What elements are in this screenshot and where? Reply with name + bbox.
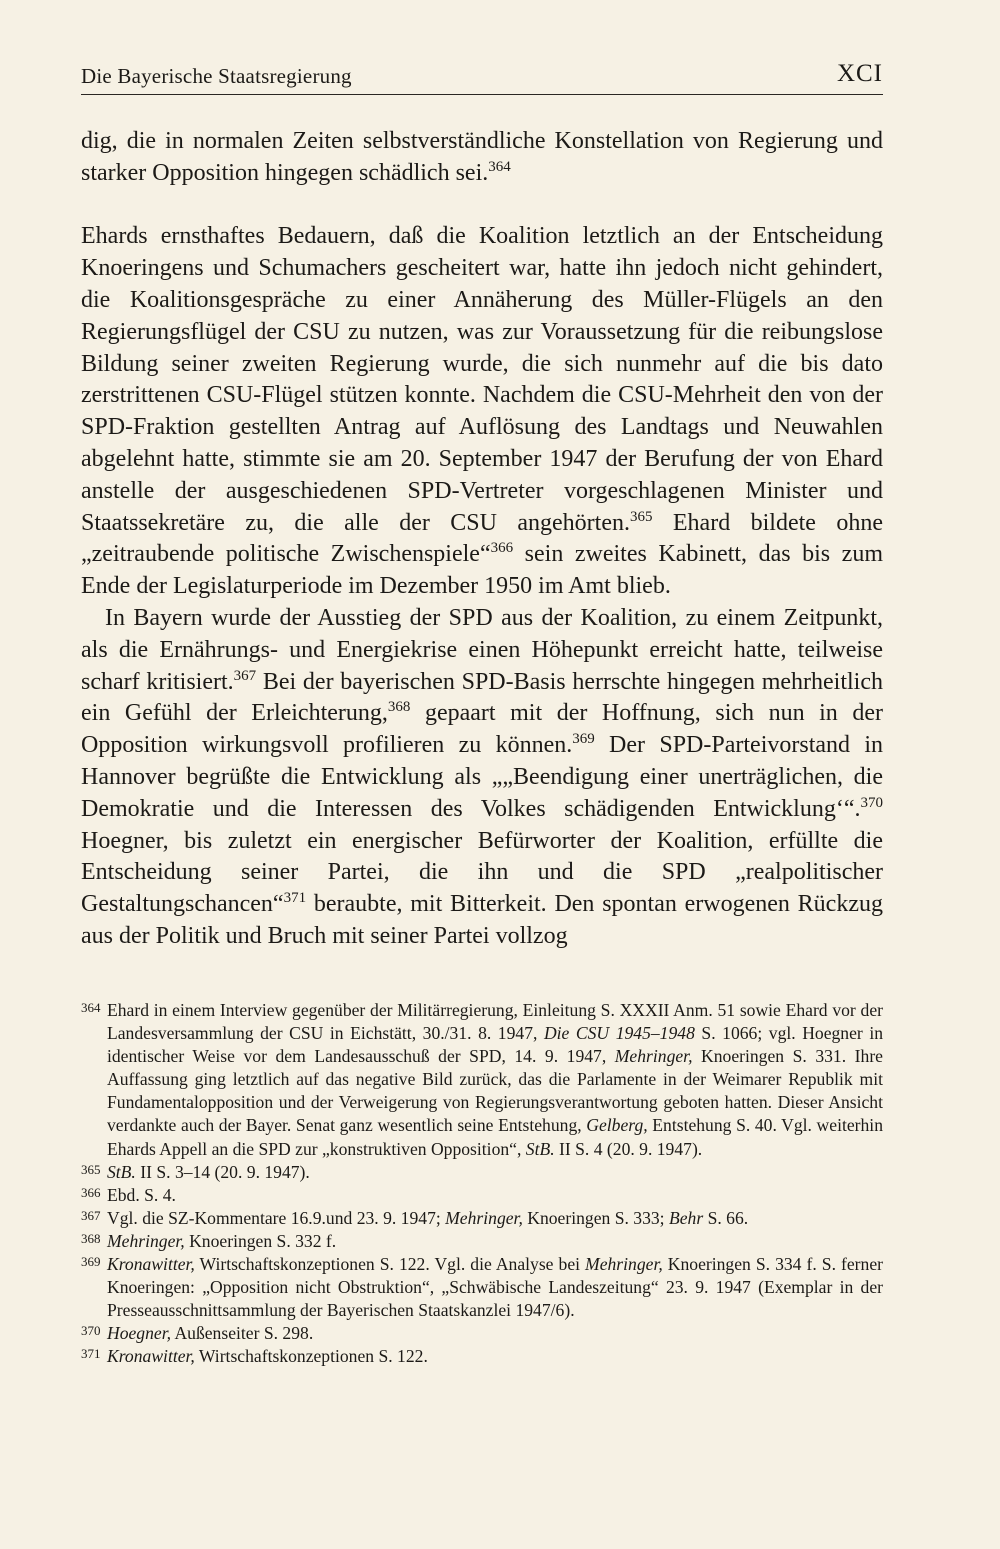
paragraph-3: [81, 603, 883, 953]
footnote-text: Wirtschaftskonzeptionen S. 122. Vgl. die Analyse bei: [194, 1254, 586, 1275]
footnote-number: 365: [81, 1161, 101, 1177]
footnote-text: S. 66.: [703, 1207, 749, 1228]
paragraph-text: Der SPD-Parteivorstand in Hannover begrüßte die Entwicklung als „„Beendigung einer unerträglichen, die Demokratie und die Interessen des Volkes schädigenden Entwicklung‘“.: [81, 732, 884, 822]
footnote-italic: Hoegner,: [107, 1323, 172, 1344]
paragraph-1: [81, 126, 883, 190]
footnote-369: [81, 1253, 883, 1322]
footnote-text: Entstehung S. 40. Vgl. weiterhin Ehards Appell an die SPD zur „konstruktiven Opposition“,: [107, 1115, 883, 1159]
footnote-ref: 367: [233, 667, 257, 684]
footnote-ref: 371: [283, 890, 307, 907]
paragraph-text: Bei der bayerischen SPD-Basis herrschte hingegen mehrheitlich ein Gefühl der Erleichterung,: [81, 668, 883, 727]
footnote-number: 371: [81, 1346, 101, 1362]
footnote-364: [81, 999, 883, 1161]
footnote-366: [81, 1184, 883, 1207]
footnote-italic: Mehringer,: [445, 1207, 523, 1228]
footnote-ref: 369: [572, 731, 595, 748]
footnote-number: 366: [81, 1184, 101, 1200]
page-header: [81, 58, 883, 95]
paragraph-text: sein zweites Kabinett, das bis zum Ende der Legislaturperiode im Dezember 1950 im Amt blieb.: [81, 541, 883, 600]
footnote-italic: Kronawitter,: [107, 1254, 195, 1275]
paragraph-2: [81, 221, 883, 603]
footnote-367: [81, 1207, 883, 1230]
footnote-italic: StB.: [525, 1138, 555, 1159]
footnote-ref: 368: [387, 699, 411, 716]
footnote-368: [81, 1230, 883, 1253]
footnote-text: Außenseiter S. 298.: [171, 1323, 314, 1344]
footnote-number: 368: [81, 1230, 101, 1246]
footnote-text: II S. 4 (20. 9. 1947).: [554, 1138, 703, 1159]
footnote-text: Wirtschaftskonzeptionen S. 122.: [194, 1346, 428, 1367]
paragraph-text: Ehard bildete ohne „zeitraubende politische Zwischenspiele“: [81, 509, 883, 568]
footnote-text: II S. 3–14 (20. 9. 1947).: [135, 1161, 310, 1182]
footnote-number: 364: [81, 1000, 101, 1015]
footnote-ref: 364: [488, 158, 511, 175]
footnote-text: Knoeringen S. 332 f.: [184, 1230, 337, 1251]
footnote-number: 369: [81, 1254, 101, 1270]
footnote-text: S. 1066; vgl. Hoegner in identischer Weise vor dem Landesausschuß der SPD, 14. 9. 1947,: [107, 1023, 884, 1067]
footnote-text: Vgl. die SZ-Kommentare 16.9.und 23. 9. 1947;: [107, 1207, 446, 1228]
footnote-italic: Mehringer,: [585, 1254, 663, 1275]
footnote-italic: Behr: [668, 1207, 704, 1228]
paragraph-text: gepaart mit der Hoffnung, sich nun in der Opposition wirkungsvoll profilieren zu können.: [81, 700, 884, 759]
footnote-italic: Mehringer,: [107, 1230, 185, 1251]
footnotes: [81, 999, 883, 1369]
footnote-371: [81, 1345, 883, 1368]
footnote-italic: Mehringer,: [614, 1046, 693, 1067]
footnote-ref: 365: [629, 508, 653, 525]
paragraph-text: In Bayern wurde der Ausstieg der SPD aus der Koalition, zu einem Zeitpunkt, als die Ernährungs- und Energiekrise einen Höhepunkt erreicht hatte, teilweise scharf kritisiert.: [81, 604, 883, 695]
footnote-text: Knoeringen S. 333;: [522, 1207, 669, 1228]
running-title: Die Bayerische Staatsregierung: [81, 64, 352, 88]
paragraph-text: dig, die in normalen Zeiten selbstverständliche Konstellation von Regierung und starker Opposition hingegen schädlich sei.: [81, 128, 883, 186]
footnote-text: Ehard in einem Interview gegenüber der Militärregierung, Einleitung S. XXXII Anm. 51 sowie Ehard vor der Landesversammlung der CSU in Eichstätt, 30./31. 8. 1947,: [107, 1000, 883, 1044]
footnote-ref: 366: [490, 540, 514, 557]
footnote-text: Ebd. S. 4.: [107, 1184, 176, 1205]
paragraph-text: Ehards ernsthaftes Bedauern, daß die Koalition letztlich an der Entscheidung Knoeringens und Schumachers gescheitert war, hatte ihn jedoch nicht gehindert, die Koalitionsgespräche zu einer Annäherung des Müller-Flügels an den Regierungsflügel der CSU zu nutzen, was zur Voraussetzung für die reibungslose Bildung seiner zweiten Regierung wurde, die sich nunmehr auf die bis dato zerstrittenen CSU-Flügel stützen konnte. Nachdem die CSU-Mehrheit den von der SPD-Fraktion gestellten Antrag auf Auflösung des Landtags und Neuwahlen abgelehnt hatte, stimmte sie am 20. September 1947 der Berufung der von Ehard anstelle der ausgeschiedenen SPD-Vertreter vorgeschlagenen Minister und Staatssekretäre zu, die alle der CSU angehörten.: [81, 223, 883, 536]
page-number: XCI: [836, 60, 883, 87]
footnote-text: Knoeringen S. 334 f. S. ferner Knoeringen: „Opposition nicht Obstruktion“, „Schwäbische Landeszeitung“ 23. 9. 1947 (Exemplar in der Presseausschnittsammlung der Bayerischen Staatskanzlei 1947/6).: [107, 1254, 883, 1321]
paragraph-text: beraubte, mit Bitterkeit. Den spontan erwogenen Rückzug aus der Politik und Bruch mit seiner Partei vollzog: [81, 891, 883, 949]
footnote-number: 367: [81, 1207, 101, 1223]
footnote-370: [81, 1322, 883, 1345]
footnote-365: [81, 1161, 883, 1184]
footnote-italic: StB.: [107, 1161, 136, 1182]
footnote-text: Knoeringen S. 331. Ihre Auffassung ging letztlich auf das negative Bild zurück, das die Parlamente in der Weimarer Republik mit Fundamentalopposition und der Verweigerung von Regierungsverantwortung geboten hatten. Dieser Ansicht verdankte auch der Bayer. Senat ganz wesentlich seine Entstehung,: [107, 1046, 883, 1136]
paragraph-text: Hoegner, bis zuletzt ein energischer Befürworter der Koalition, erfüllte die Entscheidung seiner Partei, die ihn und die SPD „realpolitischer Gestaltungschancen“: [81, 827, 883, 918]
footnote-italic: Kronawitter,: [107, 1346, 195, 1367]
footnote-ref: 370: [860, 794, 883, 811]
main-text: [81, 126, 883, 953]
footnote-number: 370: [81, 1323, 101, 1339]
footnote-italic: Die CSU 1945–1948: [543, 1023, 695, 1044]
footnote-italic: Gelberg,: [586, 1115, 648, 1136]
